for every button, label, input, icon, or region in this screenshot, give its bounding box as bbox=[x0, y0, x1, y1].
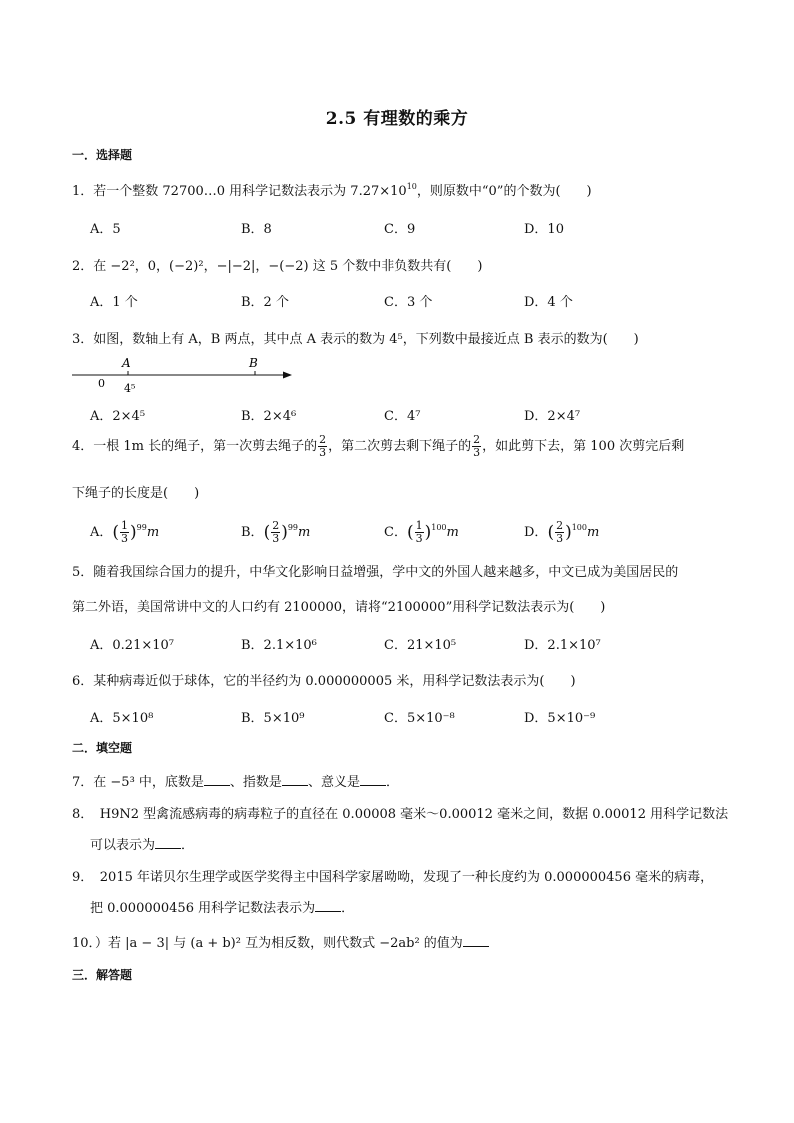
question-7-text-pre: 7．在 −5³ 中，底数是 bbox=[72, 775, 204, 790]
page-title: 2.5 有理数的乘方 bbox=[325, 109, 469, 129]
question-1-text-pre: 1．若一个整数 72700…0 用科学记数法表示为 7.27×10 bbox=[72, 184, 407, 199]
option-a[interactable]: A．2×4⁵ bbox=[90, 409, 146, 424]
question-7 bbox=[72, 771, 399, 790]
option-unit: m bbox=[298, 525, 311, 540]
question-1-exponent: 10 bbox=[406, 182, 417, 191]
fraction-numerator: 2 bbox=[556, 519, 564, 532]
question-4-text-mid: ，第二次剪去剩下绳子的 bbox=[328, 439, 472, 454]
option-b[interactable]: B．2.1×10⁶ bbox=[241, 638, 317, 653]
option-unit: m bbox=[146, 525, 160, 540]
question-9-line-2 bbox=[90, 897, 354, 916]
answer-blank[interactable] bbox=[463, 936, 489, 947]
fraction-denominator: 3 bbox=[272, 532, 280, 545]
question-5-line-2: 第二外语，美国常讲中文的人口约有 2100000，请将“2100000”用科学记数法表示为( ) bbox=[72, 600, 606, 615]
question-6: 6．某种病毒近似于球体，它的半径约为 0.000000005 米，用科学记数法表示为( ) bbox=[72, 674, 576, 689]
option-a[interactable]: A．1 个 bbox=[90, 295, 138, 310]
option-letter: C． bbox=[384, 525, 407, 540]
question-6-options bbox=[90, 707, 730, 727]
question-7-text-mid-1: 、指数是 bbox=[229, 775, 282, 790]
fraction-two-thirds bbox=[472, 434, 481, 459]
question-9-text-post: ． bbox=[341, 901, 355, 916]
question-7-text-mid-2: 、意义是 bbox=[307, 775, 360, 790]
fraction-denominator: 3 bbox=[121, 532, 129, 545]
section-heading-solve: 三．解答题 bbox=[72, 968, 133, 982]
question-3-options bbox=[90, 405, 730, 425]
option-d[interactable]: D．( $\frac{2}{3}$ )$^{100}$m bbox=[524, 519, 600, 545]
answer-blank[interactable] bbox=[282, 775, 308, 786]
question-1-text-post: ，则原数中“0”的个数为( ) bbox=[416, 184, 592, 199]
fraction-denominator: 3 bbox=[319, 446, 327, 459]
option-exponent: 99 bbox=[136, 523, 147, 532]
fraction-numerator: 2 bbox=[319, 433, 327, 446]
section-heading-fill-in: 二．填空题 bbox=[72, 741, 133, 755]
question-4-line-2: 下绳子的长度是( ) bbox=[72, 486, 200, 501]
question-8-text-post: ． bbox=[181, 838, 195, 853]
option-exponent: 100 bbox=[571, 523, 587, 532]
option-c[interactable]: C．( $\frac{1}{3}$ )$^{100}$m bbox=[384, 519, 459, 545]
question-4-line-1 bbox=[72, 434, 684, 459]
fraction-numerator: 2 bbox=[272, 519, 280, 532]
option-letter: A． bbox=[90, 525, 113, 540]
option-c[interactable]: C．21×10⁵ bbox=[384, 638, 457, 653]
number-line-arrow bbox=[283, 372, 292, 379]
fraction-denominator: 3 bbox=[415, 532, 423, 545]
point-a-label: A bbox=[122, 356, 131, 370]
origin-label: 0 bbox=[98, 377, 105, 390]
answer-blank[interactable] bbox=[315, 901, 341, 912]
option-b[interactable]: B．( $\frac{2}{3}$ )$^{99}$m bbox=[241, 519, 311, 545]
option-b[interactable]: B．5×10⁹ bbox=[241, 711, 305, 726]
option-letter: B． bbox=[241, 525, 264, 540]
option-a[interactable]: A．( $\frac{1}{3}$ )$^{99}$m bbox=[90, 519, 160, 545]
option-d[interactable]: D．2×4⁷ bbox=[524, 409, 581, 424]
fraction-numerator: 1 bbox=[415, 519, 423, 532]
fraction-numerator: 1 bbox=[121, 519, 129, 532]
option-b[interactable]: B．2 个 bbox=[241, 295, 289, 310]
option-unit: m bbox=[446, 525, 459, 540]
option-c[interactable]: C．3 个 bbox=[384, 295, 433, 310]
question-8-text-pre: 可以表示为 bbox=[90, 838, 156, 853]
option-exponent: 100 bbox=[431, 523, 447, 532]
point-b-label: B bbox=[249, 356, 258, 370]
question-4-options bbox=[90, 519, 730, 545]
question-1 bbox=[72, 180, 592, 199]
question-5-options bbox=[90, 634, 730, 654]
question-10 bbox=[72, 932, 489, 951]
question-3: 3．如图，数轴上有 A，B 两点，其中点 A 表示的数为 4⁵，下列数中最接近点 B 表示的数为( ) bbox=[72, 332, 639, 347]
question-8-line-1: 8． H9N2 型禽流感病毒的病毒粒子的直径在 0.00008 毫米～0.00012 毫米之间，数据 0.00012 用科学记数法 bbox=[72, 807, 729, 822]
answer-blank[interactable] bbox=[204, 775, 230, 786]
point-a-value: 4⁵ bbox=[124, 382, 136, 395]
number-line-figure bbox=[70, 355, 300, 395]
question-2: 2．在 −2²，0，(−2)²，−|−2|，−(−2) 这 5 个数中非负数共有( ) bbox=[72, 259, 483, 274]
option-d[interactable]: D．5×10⁻⁹ bbox=[524, 711, 596, 726]
option-exponent: 99 bbox=[287, 523, 299, 532]
fraction-denominator: 3 bbox=[556, 532, 564, 545]
option-letter: D． bbox=[524, 525, 548, 540]
option-unit: m bbox=[587, 525, 600, 540]
option-a[interactable]: A．0.21×10⁷ bbox=[90, 638, 174, 653]
question-1-options bbox=[90, 218, 730, 238]
option-a[interactable]: A．5×10⁸ bbox=[90, 711, 154, 726]
question-4-text-post: ，如此剪下去，第 100 次剪完后剩 bbox=[482, 439, 685, 454]
option-c[interactable]: C．5×10⁻⁸ bbox=[384, 711, 455, 726]
option-d[interactable]: D．4 个 bbox=[524, 295, 573, 310]
answer-blank[interactable] bbox=[155, 838, 181, 849]
question-8-line-2 bbox=[90, 834, 194, 853]
option-c[interactable]: C．4⁷ bbox=[384, 409, 421, 424]
option-a[interactable]: A．5 bbox=[90, 222, 121, 237]
question-2-options bbox=[90, 291, 730, 311]
question-9-text-pre: 把 0.000000456 用科学记数法表示为 bbox=[90, 901, 316, 916]
question-9-line-1: 9． 2015 年诺贝尔生理学或医学奖得主中国科学家屠呦呦，发现了一种长度约为 0.000000456 毫米的病毒， bbox=[72, 870, 714, 885]
option-c[interactable]: C．9 bbox=[384, 222, 416, 237]
question-10-text: 10．）若 |a − 3| 与 (a + b)² 互为相反数，则代数式 −2ab² 的值为 bbox=[72, 936, 463, 951]
fraction-numerator: 2 bbox=[473, 433, 481, 446]
question-4-text-pre: 4．一根 1m 长的绳子，第一次剪去绳子的 bbox=[72, 439, 318, 454]
option-b[interactable]: B．2×4⁶ bbox=[241, 409, 297, 424]
fraction-denominator: 3 bbox=[473, 446, 481, 459]
section-heading-choice: 一．选择题 bbox=[72, 148, 133, 162]
option-d[interactable]: D．2.1×10⁷ bbox=[524, 638, 601, 653]
question-7-text-post: ． bbox=[385, 775, 399, 790]
fraction-two-thirds bbox=[318, 434, 327, 459]
answer-blank[interactable] bbox=[360, 775, 386, 786]
option-b[interactable]: B．8 bbox=[241, 222, 272, 237]
option-d[interactable]: D．10 bbox=[524, 222, 564, 237]
question-5-line-1: 5．随着我国综合国力的提升，中华文化影响日益增强，学中文的外国人越来越多，中文已成为美国居民的 bbox=[72, 565, 679, 580]
